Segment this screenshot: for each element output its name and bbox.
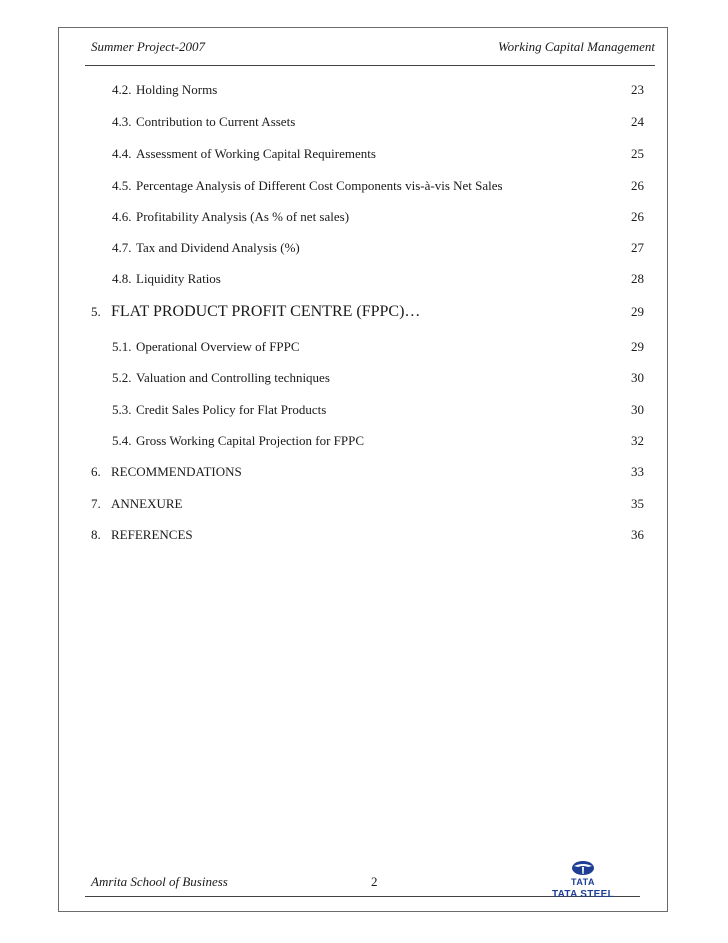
toc-entry-page: 29 [631, 339, 644, 354]
toc-entry-page: 28 [631, 271, 644, 286]
header-right-text: Working Capital Management [498, 39, 655, 54]
toc-entry[interactable] [112, 239, 644, 257]
toc-entry-page: 25 [631, 146, 644, 161]
toc-entry-number: 6. [91, 464, 101, 479]
toc-entry-page: 36 [631, 527, 644, 542]
toc-entry-title: Liquidity Ratios [136, 271, 221, 286]
toc-entry-number: 5.3. [112, 402, 132, 417]
toc-entry-page: 30 [631, 402, 644, 417]
toc-entry-page: 30 [631, 370, 644, 385]
toc-entry-number: 7. [91, 496, 101, 511]
footer-institution-text: Amrita School of Business [91, 874, 228, 889]
toc-entry-number: 5.4. [112, 433, 132, 448]
toc-entry[interactable] [112, 338, 644, 356]
toc-entry-page: 23 [631, 82, 644, 97]
toc-entry[interactable] [112, 113, 644, 131]
toc-chapter-entry[interactable] [91, 495, 644, 513]
toc-entry-title: Holding Norms [136, 82, 218, 97]
toc-entry[interactable] [112, 81, 644, 99]
toc-entry-title: REFERENCES [111, 527, 193, 542]
toc-entry-title: Assessment of Working Capital Requirements [136, 146, 376, 161]
svg-text:TATA STEEL: TATA STEEL [551, 889, 615, 900]
toc-entry-title: Credit Sales Policy for Flat Products [136, 402, 327, 417]
toc-entry-title: ANNEXURE [111, 496, 183, 511]
toc-chapter-entry[interactable] [91, 526, 644, 544]
toc-entry-number: 4.6. [112, 209, 132, 224]
toc-entry-number: 5. [91, 304, 101, 319]
toc-entry-page: 27 [631, 240, 644, 255]
page-header [91, 39, 655, 57]
toc-entry[interactable] [112, 145, 644, 163]
toc-entry-number: 5.1. [112, 339, 132, 354]
toc-entry-number: 4.3. [112, 114, 132, 129]
toc-entry-title: Percentage Analysis of Different Cost Components vis-à-vis Net Sales [136, 178, 503, 193]
toc-entry[interactable] [112, 432, 644, 450]
toc-entry-page: 26 [631, 209, 644, 224]
toc-entry[interactable] [112, 401, 644, 419]
toc-entry-title: RECOMMENDATIONS [111, 464, 242, 479]
toc-entry-title: Valuation and Controlling techniques [136, 370, 330, 385]
toc-entry-number: 4.8. [112, 271, 132, 286]
toc-entry-number: 4.5. [112, 178, 132, 193]
toc-entry-number: 4.4. [112, 146, 132, 161]
tata-steel-logo-icon [541, 860, 625, 902]
toc-entry-title: Tax and Dividend Analysis (%) [136, 240, 300, 255]
toc-entry-title: Contribution to Current Assets [136, 114, 296, 129]
toc-entry-page: 33 [631, 464, 644, 479]
toc-entry-page: 26 [631, 178, 644, 193]
toc-entry-page: 29 [631, 304, 644, 319]
toc-entry-number: 5.2. [112, 370, 132, 385]
toc-chapter-entry[interactable] [91, 463, 644, 481]
header-left-text: Summer Project-2007 [91, 39, 205, 54]
toc-entry-page: 24 [631, 114, 644, 129]
footer-page-number: 2 [371, 874, 378, 889]
toc-entry[interactable] [112, 369, 644, 387]
toc-entry[interactable] [112, 208, 644, 226]
toc-entry-number: 8. [91, 527, 101, 542]
toc-entry-page: 32 [631, 433, 644, 448]
toc-entry[interactable] [112, 270, 644, 288]
toc-entry[interactable] [112, 177, 644, 195]
toc-entry-title: FLAT PRODUCT PROFIT CENTRE (FPPC)… [111, 303, 421, 320]
toc-entry-number: 4.7. [112, 240, 132, 255]
toc-entry-number: 4.2. [112, 82, 132, 97]
toc-chapter-entry[interactable] [91, 302, 644, 322]
toc-entry-title: Profitability Analysis (As % of net sales) [136, 209, 350, 224]
svg-text:TATA: TATA [571, 877, 595, 887]
toc-entry-title: Operational Overview of FPPC [136, 339, 300, 354]
tata-steel-logo [541, 860, 625, 902]
toc-entry-title: Gross Working Capital Projection for FPPC [136, 433, 365, 448]
header-divider [85, 65, 655, 66]
toc-entry-page: 35 [631, 496, 644, 511]
